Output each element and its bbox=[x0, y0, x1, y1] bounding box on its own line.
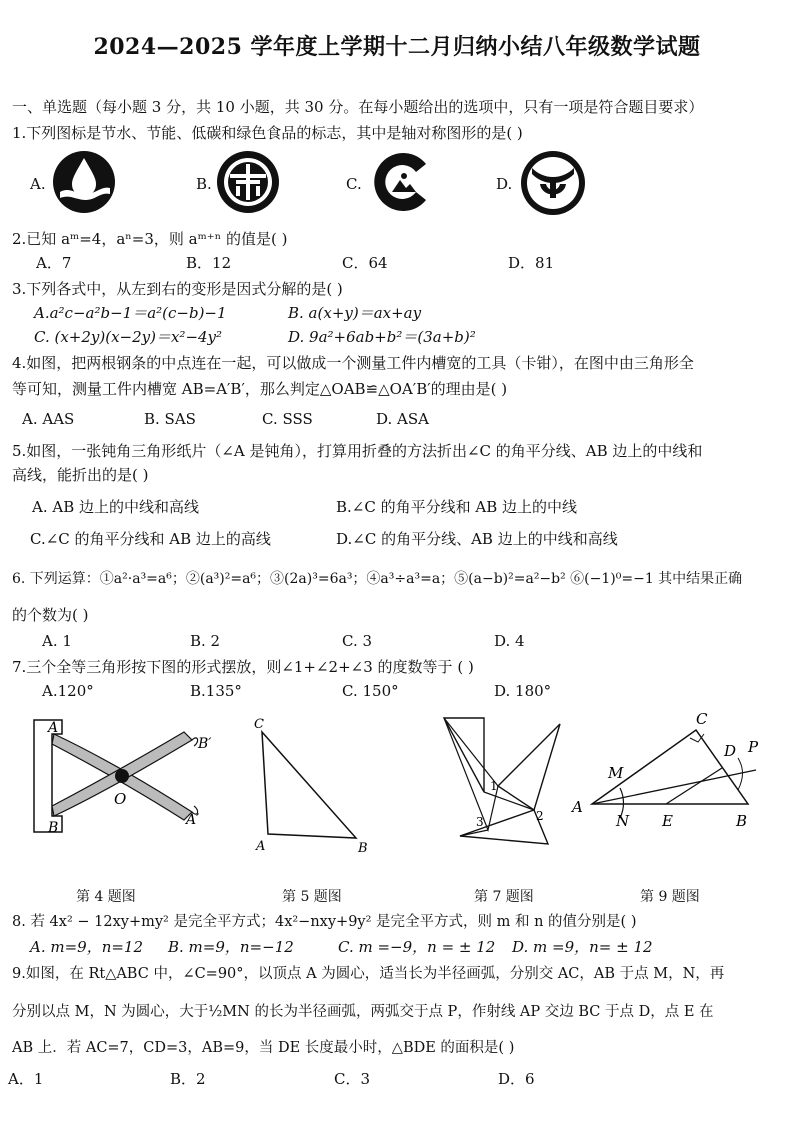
caption-fig5: 第 5 题图 bbox=[282, 889, 342, 905]
q9-option-a: A．1 bbox=[8, 1070, 44, 1088]
fig7-label-3: 3 bbox=[476, 815, 484, 829]
q2-option-a: A．7 bbox=[36, 254, 72, 272]
q5-stem-line1: 5.如图，一张钝角三角形纸片（∠A 是钝角），打算用折叠的方法折出∠C 的角平分线、AB 边上的中线和 bbox=[12, 442, 703, 460]
fig4-label-o: O bbox=[114, 790, 127, 808]
fig5-label-c: C bbox=[254, 717, 264, 732]
q9-stem-line2: 分别以点 M，N 为圆心，大于½MN 的长为半径画弧，两弧交于点 P，作射线 AP 交边 BC 于点 D，点 E 在 bbox=[12, 1004, 714, 1020]
q4-option-b: B. SAS bbox=[144, 410, 196, 428]
fig7-label-1: 1 bbox=[490, 779, 498, 793]
q4-option-c: C. SSS bbox=[262, 410, 313, 428]
q1-label-d: D. bbox=[496, 175, 513, 193]
figure-9-right-triangle bbox=[568, 708, 768, 833]
q3-option-d: D. 9a²+6ab+b²＝(3a+b)² bbox=[288, 328, 476, 346]
q3-option-b: B. a(x+y)＝ax+ay bbox=[288, 304, 422, 322]
q7-option-b: B.135° bbox=[190, 682, 242, 700]
caption-fig4: 第 4 题图 bbox=[76, 889, 136, 905]
q7-option-a: A.120° bbox=[42, 682, 94, 700]
q9-stem-line1: 9.如图，在 Rt△ABC 中，∠C=90°，以顶点 A 为圆心，适当长为半径画弧，分别交 AC，AB 于点 M，N，再 bbox=[12, 966, 725, 982]
q2-stem: 2.已知 aᵐ=4，aⁿ=3，则 aᵐ⁺ⁿ 的值是( ) bbox=[12, 230, 288, 248]
q1-label-b: B. bbox=[196, 175, 212, 193]
green-food-logo bbox=[520, 150, 586, 216]
section-heading: 一、单选题（每小题 3 分，共 10 小题，共 30 分。在每小题给出的选项中，只有一项是符合题目要求） bbox=[12, 98, 704, 116]
q9-option-b: B．2 bbox=[170, 1070, 206, 1088]
q8-stem: 8. 若 4x² − 12xy+my² 是完全平方式；4x²−nxy+9y² 是完全平方式，则 m 和 n 的值分别是( ) bbox=[12, 914, 637, 930]
q6-option-d: D. 4 bbox=[494, 632, 525, 650]
low-carbon-logo bbox=[370, 150, 434, 214]
q3-option-a: A.a²c−a²b−1＝a²(c−b)−1 bbox=[34, 304, 227, 322]
fig9-label-m: M bbox=[608, 764, 624, 782]
q8-option-c: C. m =−9，n = ± 12 bbox=[338, 938, 496, 956]
q6-option-a: A. 1 bbox=[42, 632, 72, 650]
q9-stem-line3: AB 上．若 AC=7，CD=3，AB=9，当 DE 长度最小时，△BDE 的面积是( ) bbox=[12, 1040, 515, 1056]
q5-option-d: D.∠C 的角平分线、AB 边上的中线和高线 bbox=[336, 530, 618, 548]
q8-option-d: D. m =9，n= ± 12 bbox=[512, 938, 653, 956]
q2-option-c: C．64 bbox=[342, 254, 388, 272]
fig4-label-a: A bbox=[48, 720, 59, 736]
q5-option-c: C.∠C 的角平分线和 AB 边上的高线 bbox=[30, 530, 271, 548]
q1-label-a: A. bbox=[30, 175, 46, 193]
energy-saving-logo bbox=[216, 150, 280, 214]
fig4-label-bp: B′ bbox=[198, 736, 212, 752]
q8-option-b: B. m=9，n=−12 bbox=[168, 938, 294, 956]
q6-option-c: C. 3 bbox=[342, 632, 373, 650]
q3-stem: 3.下列各式中，从左到右的变形是因式分解的是( ) bbox=[12, 280, 343, 298]
q9-option-c: C．3 bbox=[334, 1070, 371, 1088]
q6-stem-line1: 6. 下列运算：①a²·a³=a⁶；②(a³)²=a⁶；③(2a)³=6a³；④a³÷a³=a；⑤(a−b)²=a²−b² ⑥(−1)⁰=−1 其中结果正确 bbox=[12, 571, 743, 587]
fig9-label-e: E bbox=[662, 812, 673, 830]
q7-option-c: C. 150° bbox=[342, 682, 399, 700]
q4-option-d: D. ASA bbox=[376, 410, 429, 428]
fig9-label-a: A bbox=[572, 798, 583, 816]
fig9-label-b: B bbox=[736, 812, 748, 830]
q4-stem-line1: 4.如图，把两根钢条的中点连在一起，可以做成一个测量工件内槽宽的工具（卡钳），在图中由三角形全 bbox=[12, 354, 694, 372]
q5-stem-line2: 高线，能折出的是( ) bbox=[12, 466, 149, 484]
figure-7-triangles bbox=[438, 712, 568, 857]
q2-option-b: B．12 bbox=[186, 254, 232, 272]
q9-option-d: D．6 bbox=[498, 1070, 535, 1088]
fig5-label-a: A bbox=[256, 839, 266, 854]
q4-option-a: A. AAS bbox=[22, 410, 75, 428]
q6-option-b: B. 2 bbox=[190, 632, 221, 650]
fig5-label-b: B bbox=[358, 841, 368, 856]
fig4-label-b: B bbox=[48, 820, 59, 836]
q3-option-c: C. (x+2y)(x−2y)＝x²−4y² bbox=[34, 328, 223, 346]
q2-option-d: D．81 bbox=[508, 254, 555, 272]
q8-option-a: A. m=9，n=12 bbox=[30, 938, 144, 956]
figure-4-caliper bbox=[22, 712, 222, 842]
q1-label-c: C. bbox=[346, 175, 362, 193]
fig9-label-c: C bbox=[696, 710, 708, 728]
q5-option-b: B.∠C 的角平分线和 AB 边上的中线 bbox=[336, 498, 577, 516]
q6-stem-line2: 的个数为( ) bbox=[12, 606, 89, 624]
caption-fig7: 第 7 题图 bbox=[474, 889, 534, 905]
water-saving-logo bbox=[52, 150, 116, 214]
q7-stem: 7.三个全等三角形按下图的形式摆放，则∠1+∠2+∠3 的度数等于 ( ) bbox=[12, 658, 474, 676]
fig9-label-d: D bbox=[724, 742, 737, 760]
caption-fig9: 第 9 题图 bbox=[640, 889, 700, 905]
fig4-label-ap: A′ bbox=[186, 812, 200, 828]
q1-stem: 1.下列图标是节水、节能、低碳和绿色食品的标志，其中是轴对称图形的是( ) bbox=[12, 124, 523, 142]
q7-option-d: D. 180° bbox=[494, 682, 552, 700]
page-title: 2024—2025 学年度上学期十二月归纳小结八年级数学试题 bbox=[93, 34, 701, 60]
fig9-label-n: N bbox=[616, 812, 630, 830]
q5-option-a: A. AB 边上的中线和高线 bbox=[32, 498, 199, 516]
figure-5-triangle bbox=[250, 712, 380, 857]
fig9-label-p: P bbox=[748, 738, 759, 756]
fig7-label-2: 2 bbox=[536, 809, 544, 823]
q4-stem-line2: 等可知，测量工件内槽宽 AB=A′B′，那么判定△OAB≌△OA′B′的理由是( ) bbox=[12, 380, 508, 398]
